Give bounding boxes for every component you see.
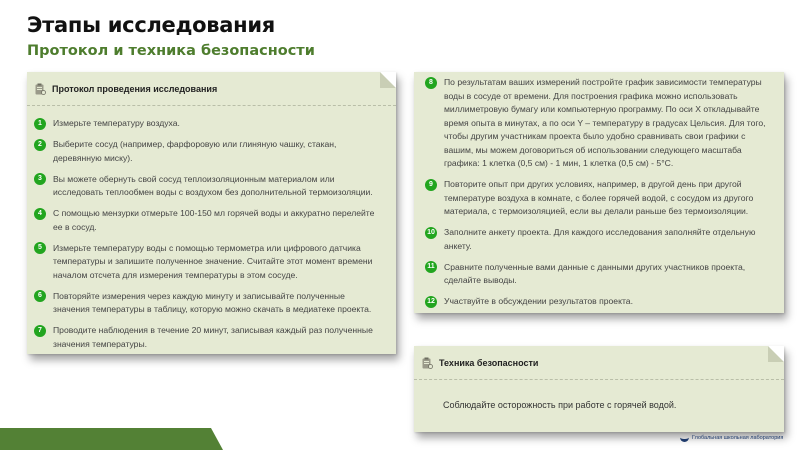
step-text: Измерьте температуру воздуха. xyxy=(53,118,180,128)
footer-logo xyxy=(680,433,783,442)
protocol-step xyxy=(425,295,770,309)
page-title: Этапы исследования xyxy=(27,13,275,37)
step-number-badge: 6 xyxy=(34,290,46,302)
step-text: Сравните полученные вами данные с данными других участников проекта, сделайте выводы. xyxy=(444,261,746,285)
protocol-step xyxy=(34,117,382,131)
decorative-green-band xyxy=(0,428,223,450)
protocol-step xyxy=(34,207,382,234)
step-number-badge: 2 xyxy=(34,139,46,151)
step-number-badge: 3 xyxy=(34,173,46,185)
step-number-badge: 8 xyxy=(425,77,437,89)
safety-card-header xyxy=(414,346,784,380)
step-text: Измерьте температуру воды с помощью термометра или цифрового датчика температуры и запишите полученное значение. Считайте этот момент времени началом отсчета для измерения температуры в этом сосуде. xyxy=(53,242,373,280)
step-number-badge: 5 xyxy=(34,242,46,254)
step-text: Проводите наблюдения в течение 20 минут, записывая каждый раз полученные значения температуры. xyxy=(53,325,373,349)
protocol-step xyxy=(34,138,382,165)
safety-text: Соблюдайте осторожность при работе с горячей водой. xyxy=(443,400,677,410)
logo-text: Глобальная школьная лаборатория xyxy=(692,434,784,441)
protocol-step xyxy=(425,178,770,219)
step-number-badge: 1 xyxy=(34,118,46,130)
step-number-badge: 4 xyxy=(34,208,46,220)
step-number-badge: 10 xyxy=(425,227,437,239)
step-text: Вы можете обернуть свой сосуд теплоизоляционным материалом или исследовать теплообмен воды с воздухом без дополнительной термоизоляции. xyxy=(53,173,373,197)
protocol-step xyxy=(425,261,770,288)
protocol-card-title: Протокол проведения исследования xyxy=(52,83,218,94)
protocol-step xyxy=(425,76,770,171)
step-number-badge: 12 xyxy=(425,296,437,308)
clipboard-icon xyxy=(422,357,433,369)
step-text: Повторите опыт при других условиях, например, в другой день при другой температуре воздуха в комнате, с более горячей водой, с сосудом из другого материала, с термоизоляцией, если вы делали раньше без термоизоляции. xyxy=(444,179,754,216)
folded-corner xyxy=(768,346,784,362)
step-text: Заполните анкету проекта. Для каждого исследования заполняйте отдельную анкету. xyxy=(444,227,756,251)
protocol-card xyxy=(27,72,396,354)
protocol-steps-list-continued xyxy=(414,72,784,309)
page-subtitle: Протокол и техника безопасности xyxy=(27,43,315,59)
step-number-badge: 9 xyxy=(425,179,437,191)
protocol-card-header xyxy=(27,72,396,106)
step-text: Участвуйте в обсуждении результатов проекта. xyxy=(444,296,633,306)
step-text: По результатам ваших измерений постройте график зависимости температуры воды в сосуде от времени. Для построения графика можно использовать миллиметровую бумагу или компьютерную программу. По оси X откладывайте время опыта в минутах, а по оси Y – температуру в градусах Цельсия. Для того, чтобы другим участникам проекта было удобно сравнивать свои графики с вашим, мы можем договориться об использовании следующего масштаба графика: 1 клетка (0,5 см) - 1 мин, 1 клетка (0,5 см) - 5°С. xyxy=(444,77,766,168)
step-text: С помощью мензурки отмерьте 100-150 мл горячей воды и аккуратно перелейте ее в сосуд. xyxy=(53,208,375,232)
protocol-step xyxy=(34,173,382,200)
step-number-badge: 11 xyxy=(425,261,437,273)
protocol-step xyxy=(34,242,382,283)
folded-corner xyxy=(380,72,396,88)
step-number-badge: 7 xyxy=(34,325,46,337)
protocol-steps-list xyxy=(27,106,396,351)
step-text: Повторяйте измерения через каждую минуту и записывайте полученные значения температуры в таблицу, которую можно скачать в медиатеке проекта. xyxy=(53,290,372,314)
safety-card-title: Техника безопасности xyxy=(439,357,539,368)
protocol-step xyxy=(34,324,382,351)
protocol-card-continued xyxy=(414,72,784,313)
clipboard-icon xyxy=(35,83,46,95)
step-text: Выберите сосуд (например, фарфоровую или глиняную чашку, стакан, деревянную миску). xyxy=(53,139,337,163)
logo-icon xyxy=(680,433,689,442)
protocol-step xyxy=(34,290,382,317)
protocol-step xyxy=(425,226,770,253)
safety-card xyxy=(414,346,784,432)
